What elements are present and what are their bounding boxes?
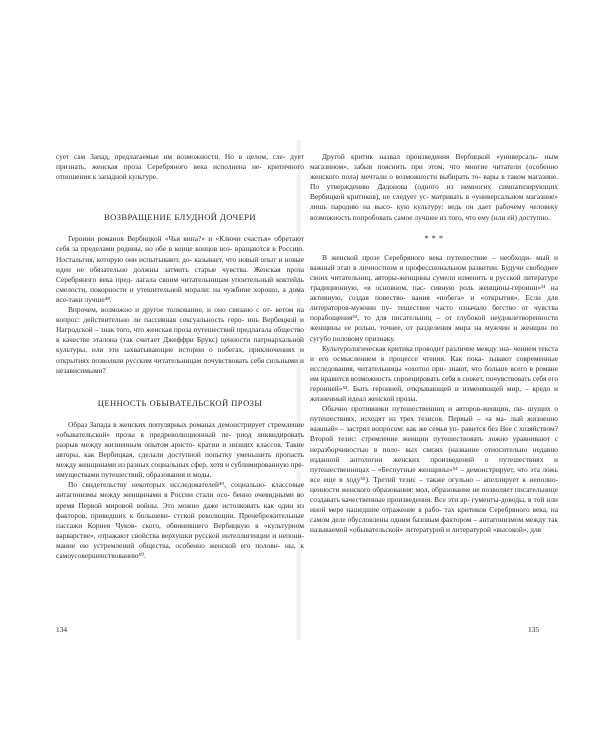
- right-page: [310, 152, 558, 632]
- paragraph: По свидетельству некоторых исследователей⁴⁹, социально- классовые антагонизмы между женщинами в России стали осо- бенно очевидными во время Первой мировой войны. Это можно даже истолковать как один из факторов, приведших к большеви- стской революции. Пренебрежительные пассажи Корнея Чуков- ского, обвинившего Вербицкую в «культурном варварстве», отражают свойства верхушки русской интеллигенции и непони- мание ею устремлений общества, особенно женской его полови- ны, к самоусовершенствованию⁵⁰.: [56, 480, 304, 560]
- left-page: [56, 152, 304, 632]
- section-heading: ВОЗВРАЩЕНИЕ БЛУДНОЙ ДОЧЕРИ: [103, 212, 257, 223]
- section-heading: ЦЕННОСТЬ ОБЫВАТЕЛЬСКОЙ ПРОЗЫ: [97, 397, 263, 408]
- page-number-left: 134: [56, 625, 68, 634]
- paragraph: Впрочем, возможно и другое толкование, и оно связано с от- ветом на вопрос: действительно ли пассивная сексуальность геро- инь Вербицкой и Нагродской – знак того, что женская проза путешествий предлагала общество в качестве эталона (так считает Джеффри Брукс) ценности патриархальной культуры, или эти захватывающие истории о побегах, приключениях и открытиях позволяли русским читательницам почувствовать себя сильными и независимыми?: [56, 305, 304, 375]
- paragraph: В женской прозе Серебряного века путешествие – необходи- мый и важный этап в личностном и профессиональном развитии. Будучи свободнее своих читательниц, авторы-женщины сумели изменить в русской литературе традиционную, «в основном, пас- сивную роль женщины-героини»⁵¹ на активную, создав повество- вания «побега» и «открытия». Если для литераторов-мужчин пу- тешествие часто означало бегство от чувства порабощения⁵², то для писательниц – от глубокой неудовлетворенности женщины ее ролью, точнее, от разделения мира на мужчин и женщин по сугубо половому признаку.: [310, 252, 558, 343]
- paragraph: Другой критик назвал произведения Вербицкой «универсаль- ным магазином», забыв пояснить при этом, что многие читатели (особенно женского пола) мечтали о возможности выбирать то- вары в таком магазине. По утверждению Дадонова (одного из немногих симпатизирующих Вербицкой критиков), не следует ус- матривать в «универсальном магазине» лишь пародию на высо- кую культуру: ведь он дает рабочему человеку возможность попробовать самое лучшее из того, что ему (или ей) доступно.: [310, 152, 558, 222]
- page-number-right: 135: [528, 625, 540, 634]
- paragraph: Образ Запада в женских популярных романах демонстрирует стремление «обывательской» прозы в предреволюционный пе- риод ликвидировать разрыв между жизненным опытом аристо- кратии и низших классов. Такие авторы, как Вербицкая, сделали доступной попытку уменьшить пропасть между женщинами из разных социальных сфер, хотя и сублимированную пре- имуществами путешествий, образования и моды.: [56, 419, 304, 480]
- section-separator: * * *: [424, 232, 444, 243]
- paragraph: Героини романов Вербицкой «Чья вина?» и «Ключи счастья» обретают себя за пределами родины, но обе в конце концов воз- вращаются в Россию. Ностальгия, которую они испытывают, до- казывает, что новый опыт и новые идеи не обязательно должны затмить старые чувства. Женская проза Серебряного века пред- лагала своим читательницам упоительный коктейль смелости, покорности и утешительной морали: на чужбине хорошо, а дома все-таки лучше⁴⁸.: [56, 234, 304, 304]
- paragraph: Культурологическая критика проводит различие между зна- чением текста и его осмыслением в процессе чтения. Как пока- зывают современные исследования, читательницы «охотно при- знают, что больше всего в романе им нравится возможность спроецировать себя в сюжет, почувствовать себя его героиней»⁵³. Быть героиней, открывающей и изменяющей мир, – кредо и жизненный идеал женской прозы.: [310, 343, 559, 404]
- paragraph: сует сам Запад, предлагаемые им возможности. Но в целом, сле- дует признать, женская проза Серебряного века исполнена не- критичного отношения к западной культуре.: [56, 152, 304, 182]
- paragraph: Обычно противники путешественниц и авторов-женщин, пи- шущих о путешествиях, исходят из трех тезисов. Первый – «а ма- лый жизненно важный» – застрял вопросом: как же семья уп- равится без Нее с хозяйством? Второй тезис: стремление женщин путешествовать ложно уравнивают с неразборчивостью в поло- вых связях (название относительно недавно изданной антологии женских произведений о путешествиях и путешественницах – «Беспутные женщины»⁵⁴ – демонстрирует, что эта ложь все еще в ходу⁵⁵). Третий тезис – также огульно – апеллирует к неполно- ценности женского образования: мол, образование не позволяет писательнице создавать качественные произведения. Все эти ар- гументы-доводы, в той или иной мере нашедшие отражение в рабо- тах критиков Серебряного века, на самом деле обусловлены одним базовым фактором – антагонизмом между так называемой «обывательской» литературой и литературой «высокой», для: [310, 404, 558, 535]
